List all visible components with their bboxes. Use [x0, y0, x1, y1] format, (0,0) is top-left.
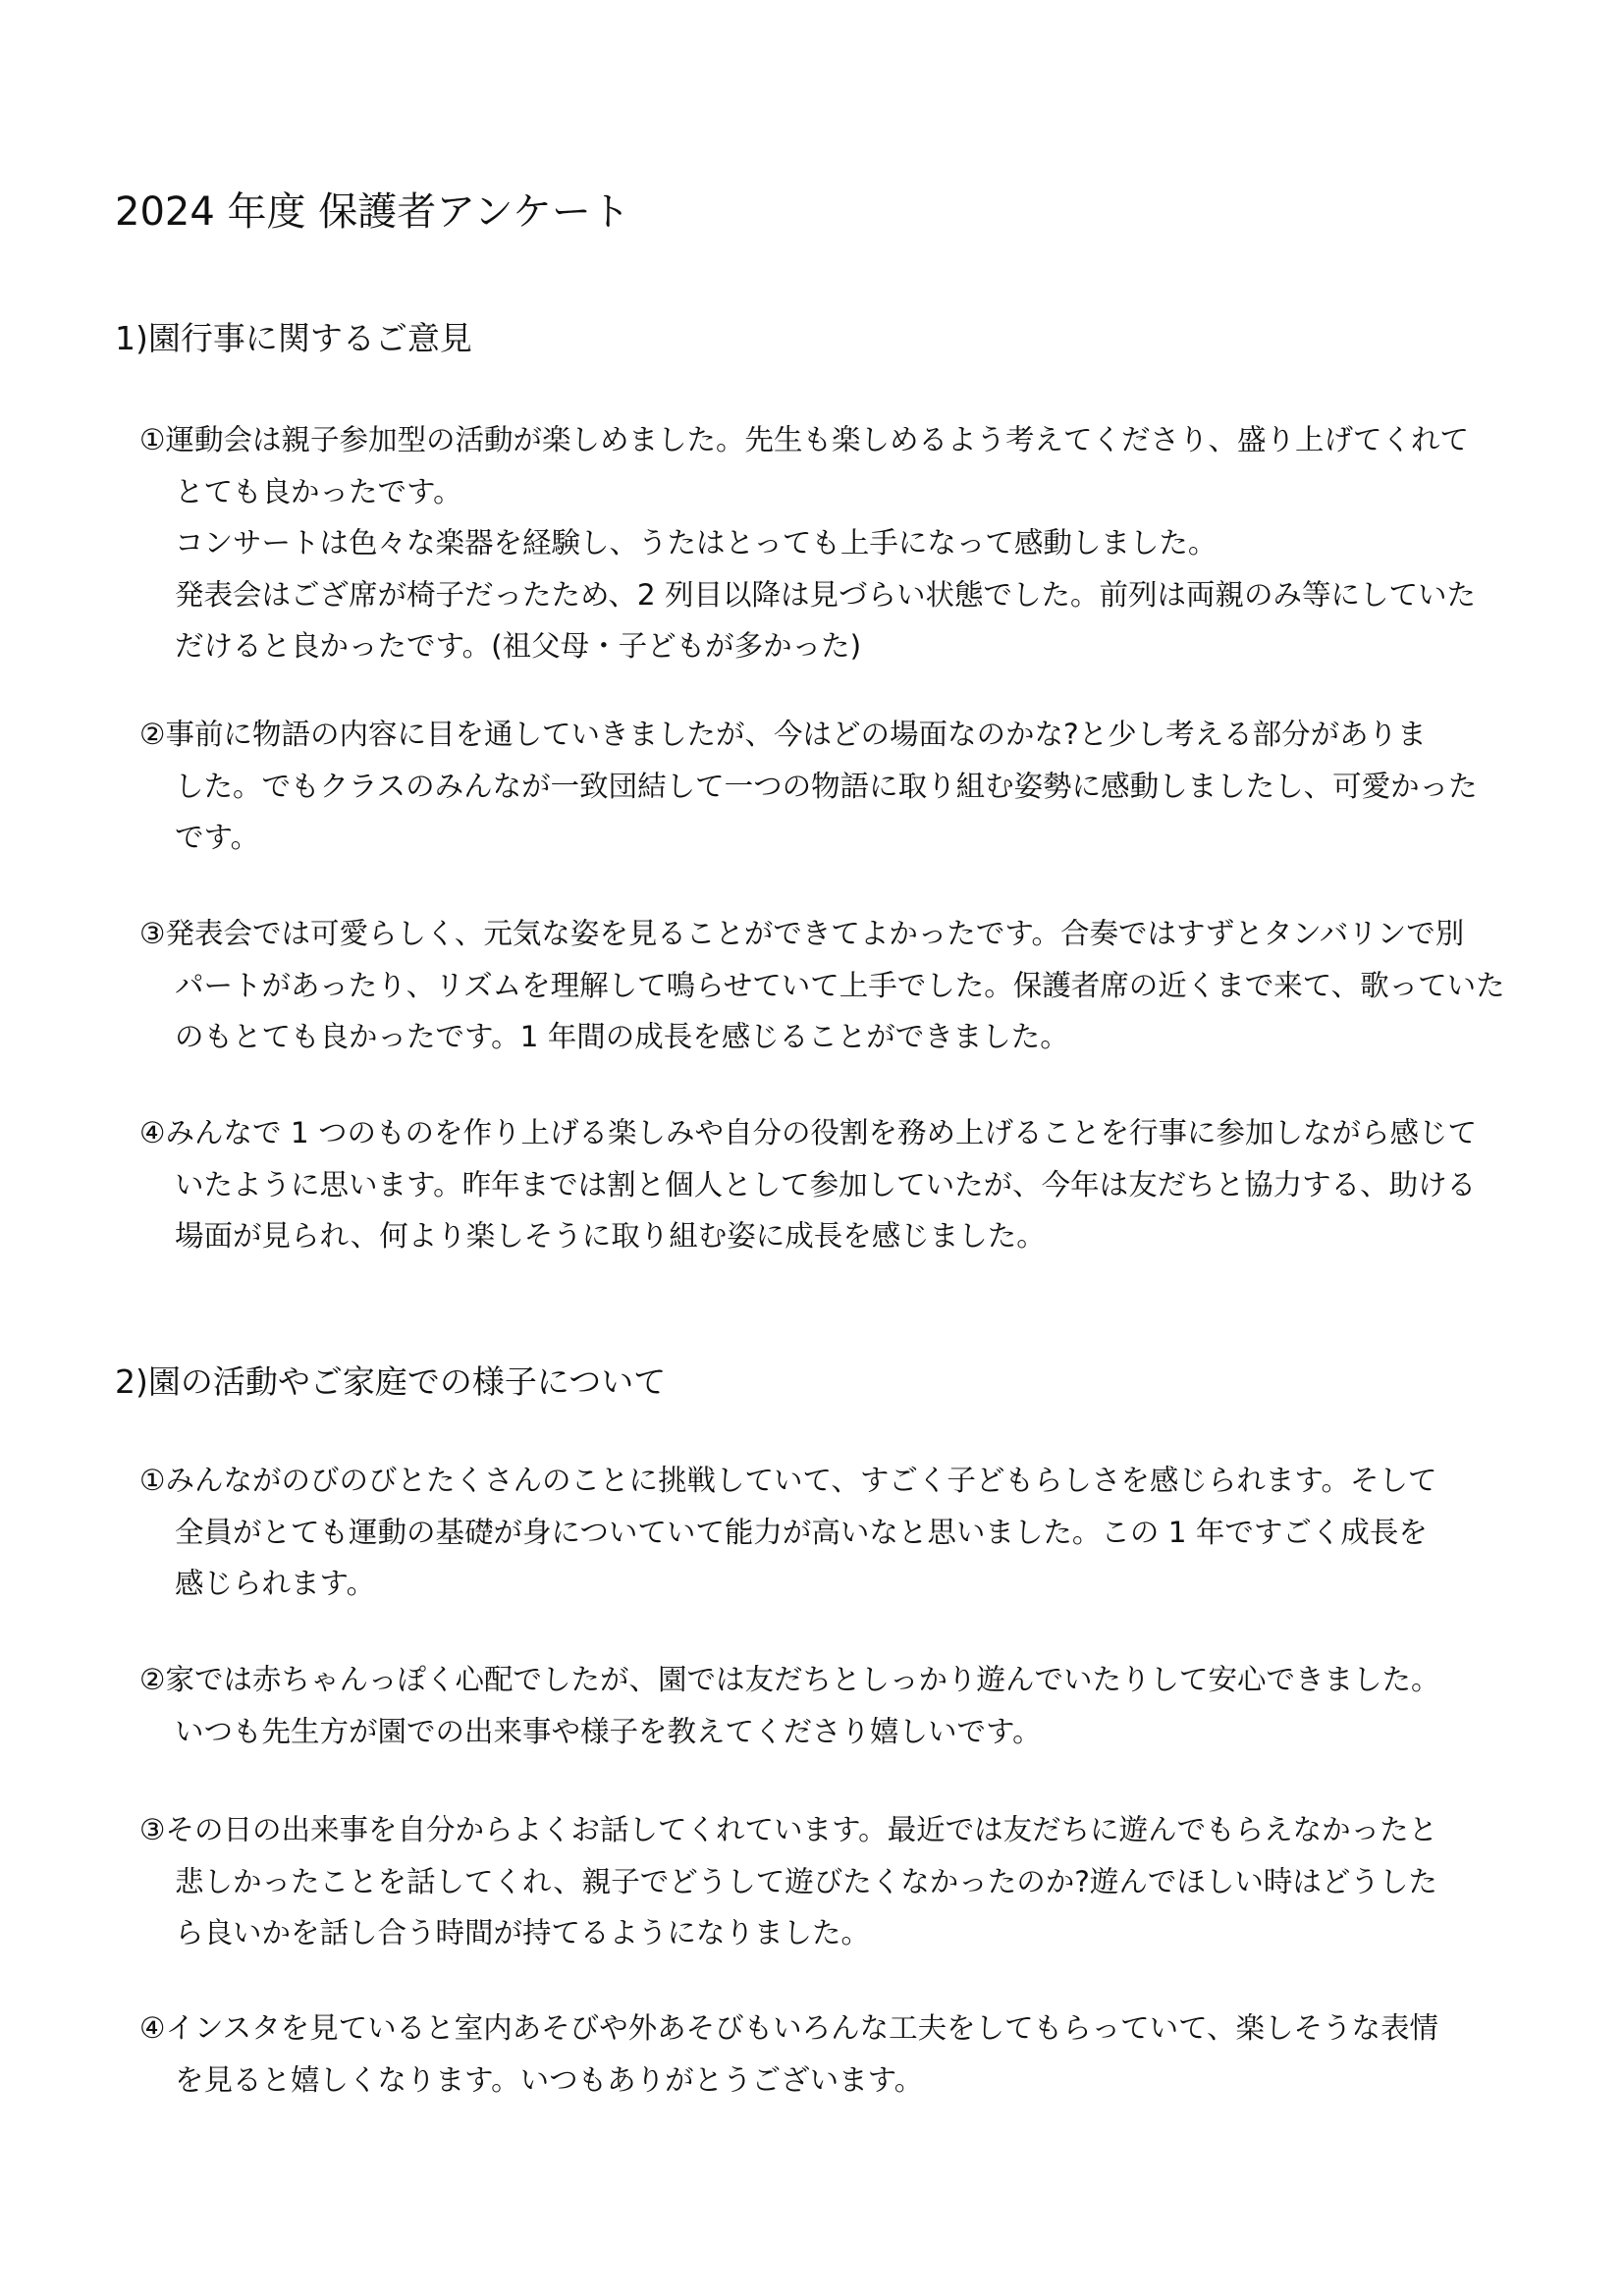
item-first-line: [139, 2002, 1534, 2055]
item-line: パートがあったり、リズムを理解して鳴らせていて上手でした。保護者席の近くまで来て、歌っていた: [175, 968, 1505, 1002]
item-text: その日の出来事を自分からよくお話してくれています。最近では友だちに遊んでもらえなかったと: [165, 1813, 1438, 1846]
item-marker: ④: [139, 1116, 166, 1149]
item-line: 発表会はござ席が椅子だったため、2 列目以降は見づらい状態でした。前列は両親のみ等にしていた: [175, 577, 1476, 612]
item-line: した。でもクラスのみんなが一致団結して一つの物語に取り組む姿勢に感動しましたし、可愛かった: [175, 769, 1478, 803]
item-line: だけると良かったです。(祖父母・子どもが多かった): [175, 629, 862, 663]
item-line: 感じられます。: [175, 1567, 376, 1600]
list-item: [139, 908, 1534, 1063]
item-first-line: [139, 414, 1534, 466]
item-text: 家では赤ちゃんっぽく心配でしたが、園では友だちとしっかり遊んでいたりして安心できました。: [165, 1663, 1440, 1696]
item-line: 全員がとても運動の基礎が身についていて能力が高いなと思いました。この 1 年ですごく成長を: [175, 1515, 1428, 1549]
item-first-line: [139, 709, 1534, 761]
section-heading-activities: 2)園の活動やご家庭での様子について: [115, 1362, 667, 1401]
item-marker: ②: [139, 1663, 166, 1696]
item-marker: ①: [139, 423, 166, 456]
item-marker: ③: [139, 917, 166, 950]
item-line: いつも先生方が園での出来事や様子を教えてくださり嬉しいです。: [175, 1714, 1042, 1748]
list-item: [139, 709, 1534, 864]
item-line: いたように思います。昨年までは割と個人として参加していたが、今年は友だちと協力する、助ける: [175, 1167, 1477, 1201]
item-text: 運動会は親子参加型の活動が楽しめました。先生も楽しめるよう考えてくださり、盛り上げてくれて: [165, 423, 1469, 456]
item-line: を見ると嬉しくなります。いつもありがとうございます。: [175, 2062, 924, 2097]
item-line: 場面が見られ、何より楽しそうに取り組む姿に成長を感じました。: [175, 1219, 1046, 1253]
item-line: ら良いかを話し合う時間が持てるようになりました。: [175, 1916, 871, 1949]
item-line: とても良かったです。: [175, 474, 462, 508]
item-marker: ③: [139, 1813, 166, 1846]
list-item: [139, 1804, 1534, 1959]
item-text: みんなで 1 つのものを作り上げる楽しみや自分の役割を務め上げることを行事に参加しながら感じて: [165, 1116, 1477, 1149]
item-marker: ②: [139, 718, 166, 751]
item-first-line: [139, 1804, 1534, 1856]
section-heading-events: 1)園行事に関するご意見: [115, 319, 472, 357]
item-marker: ①: [139, 1464, 166, 1497]
item-text: 事前に物語の内容に目を通していきましたが、今はどの場面なのかな?と少し考える部分がありま: [165, 718, 1427, 751]
item-first-line: [139, 1455, 1534, 1507]
item-marker: ④: [139, 2011, 166, 2045]
list-item: [139, 2002, 1534, 2106]
item-line: のもとても良かったです。1 年間の成長を感じることができました。: [175, 1020, 1069, 1053]
list-item: [139, 1455, 1534, 1610]
item-text: みんながのびのびとたくさんのことに挑戦していて、すごく子どもらしさを感じられます。そして: [165, 1464, 1437, 1497]
item-line: です。: [175, 821, 260, 854]
list-item: [139, 414, 1534, 672]
list-item: [139, 1654, 1534, 1757]
item-first-line: [139, 1654, 1534, 1706]
item-line: 悲しかったことを話してくれ、親子でどうして遊びたくなかったのか?遊んでほしい時はどうした: [175, 1864, 1437, 1898]
item-line: コンサートは色々な楽器を経験し、うたはとっても上手になって感動しました。: [175, 526, 1218, 560]
list-item: [139, 1107, 1534, 1262]
item-text: インスタを見ていると室内あそびや外あそびもいろんな工夫をしてもらっていて、楽しそうな表情: [165, 2011, 1438, 2045]
item-first-line: [139, 1107, 1534, 1159]
item-first-line: [139, 908, 1534, 960]
item-text: 発表会では可愛らしく、元気な姿を見ることができてよかったです。合奏ではすずとタンバリンで別: [165, 917, 1465, 950]
page-title: 2024 年度 保護者アンケート: [115, 189, 630, 235]
